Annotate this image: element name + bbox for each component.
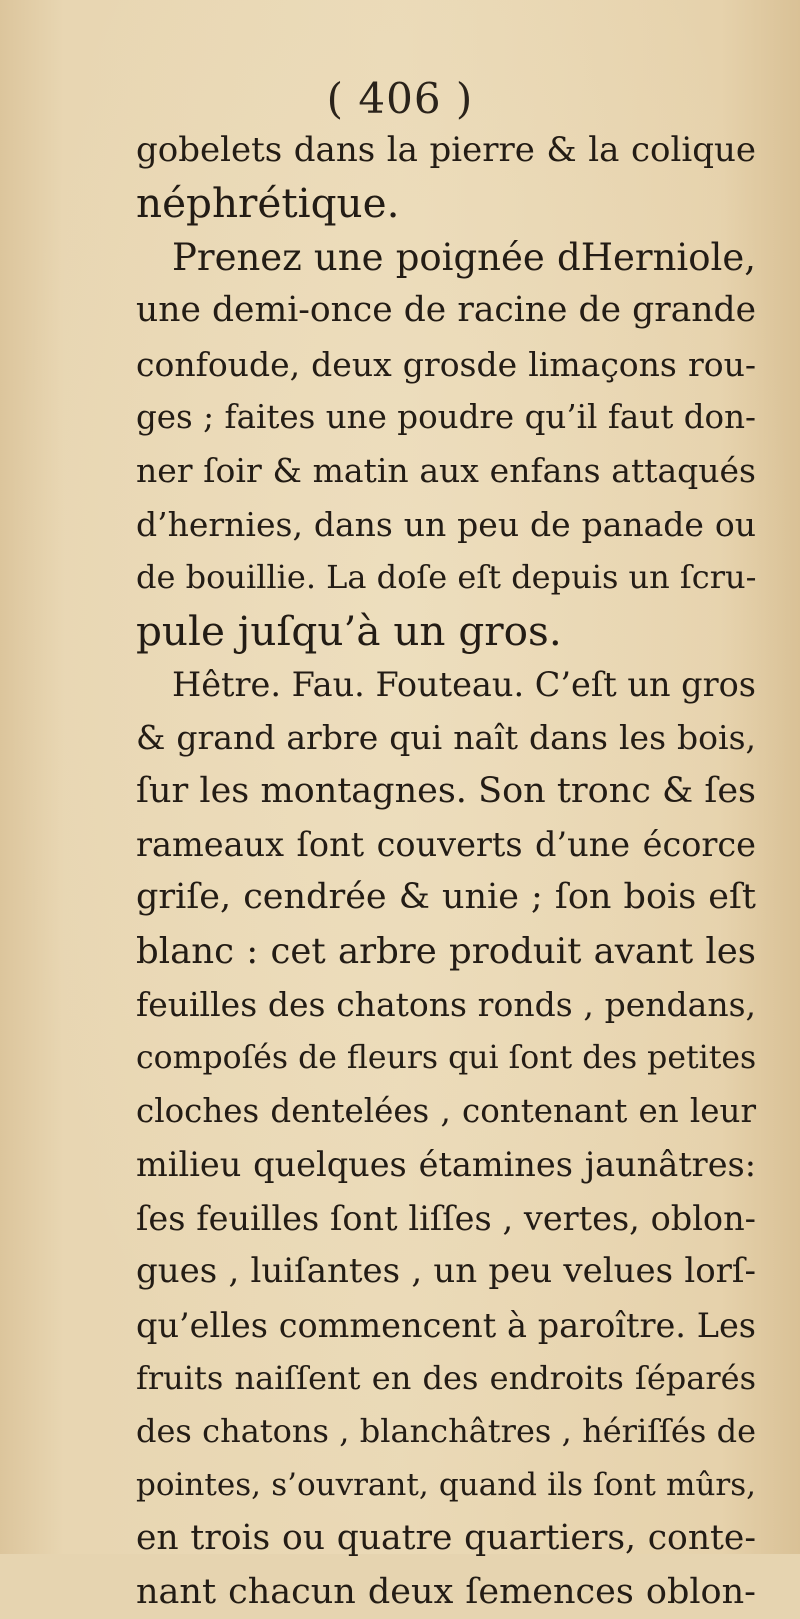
text-line: gobelets dans la pierre & la colique bbox=[136, 130, 756, 170]
text-line: une demi-once de racine de grande bbox=[136, 290, 756, 331]
text-line: fruits naiſſent en des endroits ſéparés bbox=[136, 1358, 756, 1397]
text-line: cloches dentelées , contenant en leur bbox=[136, 1092, 756, 1131]
text-line: ges ; faites une poudre qu’il faut don- bbox=[136, 397, 756, 436]
text-line: des chatons , blanchâtres , hériſſés de bbox=[136, 1412, 756, 1451]
text-line: Hêtre. Fau. Fouteau. C’eſt un gros bbox=[172, 664, 756, 704]
text-line: de bouillie. La doſe eſt depuis un ſcru- bbox=[136, 558, 757, 597]
text-line: griſe, cendrée & unie ; ſon bois eſt bbox=[136, 877, 756, 918]
text-line: & grand arbre qui naît dans les bois, bbox=[136, 718, 756, 758]
text-line: pule juſqu’à un gros. bbox=[136, 606, 562, 655]
text-line: pointes, s’ouvrant, quand ils ſont mûrs, bbox=[136, 1466, 756, 1503]
text-line: gues , luiſantes , un peu velues lorſ- bbox=[136, 1251, 756, 1292]
text-line: ner ſoir & matin aux enfans attaqués bbox=[136, 451, 756, 491]
text-line: blanc : cet arbre produit avant les bbox=[136, 930, 756, 972]
text-line: ſes feuilles ſont liſſes , vertes, oblon- bbox=[136, 1198, 756, 1238]
text-line: qu’elles commencent à paroître. Les bbox=[136, 1305, 756, 1345]
text-line: en trois ou quatre quartiers, conte- bbox=[136, 1518, 756, 1559]
text-line: compoſés de fleurs qui ſont des petites bbox=[136, 1039, 757, 1076]
text-line: d’hernies, dans un peu de panade ou bbox=[136, 504, 756, 544]
text-line: néphrétique. bbox=[136, 179, 400, 228]
text-line: Prenez une poignée dHerniole, bbox=[172, 235, 756, 279]
text-line: feuilles des chatons ronds , pendans, bbox=[136, 985, 756, 1025]
page-number: ( 406 ) bbox=[326, 74, 474, 123]
text-line: ſur les montagnes. Son tronc & ſes bbox=[136, 770, 756, 811]
body-text bbox=[136, 124, 756, 1619]
text-line: nant chacun deux ſemences oblon- bbox=[136, 1571, 756, 1612]
text-line: milieu quelques étamines jaunâtres: bbox=[136, 1145, 756, 1185]
text-line: confoude, deux grosde limaçons rou- bbox=[136, 344, 756, 384]
text-line: rameaux ſont couverts d’une écorce bbox=[136, 825, 756, 865]
